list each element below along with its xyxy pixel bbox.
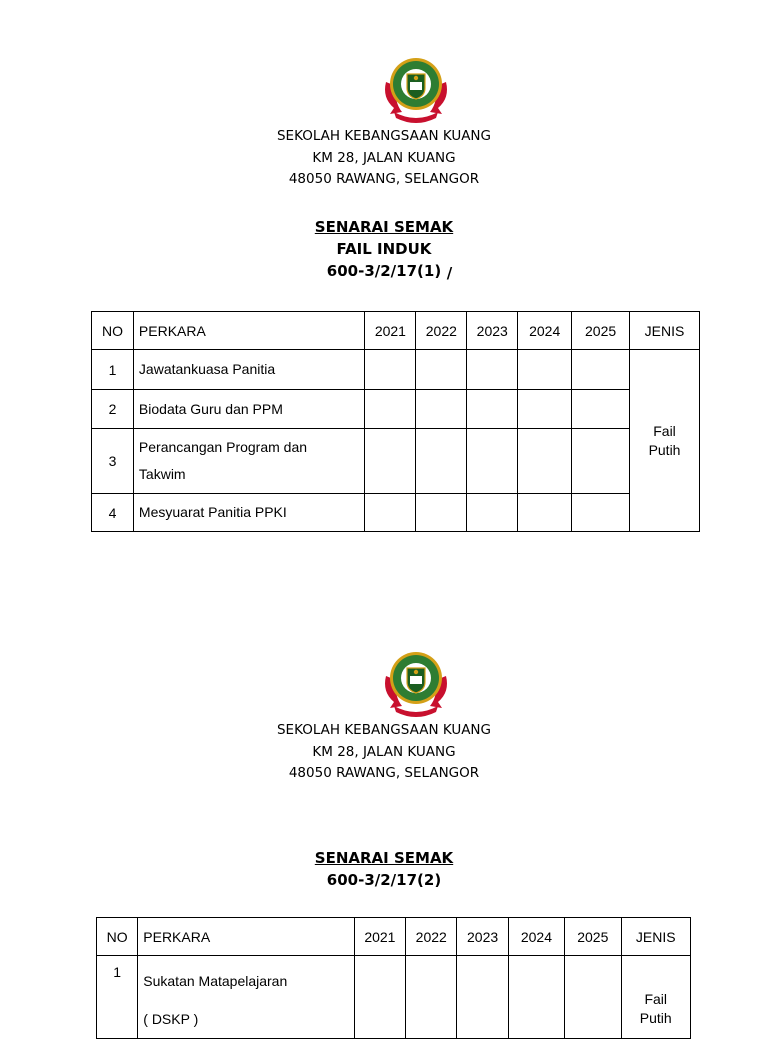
year-cell[interactable]	[565, 956, 621, 1039]
table-header-row	[92, 312, 700, 350]
year-cell[interactable]	[572, 429, 630, 494]
checklist-title-block	[0, 216, 768, 282]
col-header: 2024	[508, 918, 564, 956]
year-cell[interactable]	[467, 350, 518, 390]
year-cell[interactable]	[572, 350, 630, 390]
school-logo	[380, 646, 452, 718]
row-number: 2	[92, 390, 134, 429]
file-reference: 600-3/2/17(1)	[326, 262, 442, 280]
school-address-block	[0, 126, 768, 191]
col-header: 2021	[365, 312, 416, 350]
file-reference-slash: /	[446, 264, 453, 282]
year-cell[interactable]	[467, 494, 518, 532]
row-item: Biodata Guru dan PPM	[133, 390, 365, 429]
checklist-title: SENARAI SEMAK	[314, 849, 454, 867]
jenis-text: Fail	[644, 991, 668, 1007]
school-name: SEKOLAH KEBANGSAAN KUANG	[276, 722, 491, 738]
col-header: 2021	[354, 918, 405, 956]
row-item: Perancangan Program dan Takwim	[133, 429, 365, 494]
year-cell[interactable]	[406, 956, 457, 1039]
jenis-cell	[630, 350, 700, 532]
table-row	[92, 429, 700, 494]
checklist-title: SENARAI SEMAK	[314, 218, 454, 236]
row-number: 4	[92, 494, 134, 532]
school-name: SEKOLAH KEBANGSAAN KUANG	[276, 128, 491, 144]
year-cell[interactable]	[416, 390, 467, 429]
row-item: Jawatankuasa Panitia	[133, 350, 365, 390]
file-reference: 600-3/2/17(2)	[326, 871, 442, 889]
col-header: NO	[97, 918, 138, 956]
table-row	[97, 956, 691, 1039]
col-header: 2023	[457, 918, 508, 956]
school-address-line: KM 28, JALAN KUANG	[312, 149, 456, 166]
school-address-block	[0, 720, 768, 785]
col-header: JENIS	[621, 918, 691, 956]
jenis-cell	[621, 956, 691, 1039]
row-number: 3	[92, 429, 134, 494]
year-cell[interactable]	[365, 390, 416, 429]
year-cell[interactable]	[365, 350, 416, 390]
col-header: 2023	[467, 312, 518, 350]
year-cell[interactable]	[508, 956, 564, 1039]
school-logo	[380, 52, 452, 124]
checklist-title-block	[0, 847, 768, 891]
jenis-text: Fail	[653, 422, 676, 439]
table-row	[92, 350, 700, 390]
col-header: 2022	[416, 312, 467, 350]
col-header: PERKARA	[138, 918, 354, 956]
table-header-row	[97, 918, 691, 956]
year-cell[interactable]	[467, 429, 518, 494]
school-crest-icon	[380, 52, 452, 124]
year-cell[interactable]	[354, 956, 405, 1039]
year-cell[interactable]	[467, 390, 518, 429]
row-number: 1	[92, 350, 134, 390]
table-row	[92, 494, 700, 532]
year-cell[interactable]	[572, 390, 630, 429]
year-cell[interactable]	[416, 429, 467, 494]
col-header: NO	[92, 312, 134, 350]
year-cell[interactable]	[416, 350, 467, 390]
row-item-line: ( DSKP )	[143, 1011, 199, 1027]
year-cell[interactable]	[365, 429, 416, 494]
col-header: 2024	[518, 312, 572, 350]
school-crest-icon	[380, 646, 452, 718]
school-address-line: 48050 RAWANG, SELANGOR	[288, 171, 480, 187]
year-cell[interactable]	[518, 494, 572, 532]
year-cell[interactable]	[518, 350, 572, 390]
col-header: 2025	[572, 312, 630, 350]
year-cell[interactable]	[572, 494, 630, 532]
school-address-line: 48050 RAWANG, SELANGOR	[288, 765, 480, 781]
year-cell[interactable]	[365, 494, 416, 532]
table-row	[92, 390, 700, 429]
col-header: 2022	[406, 918, 457, 956]
row-number: 1	[97, 956, 138, 1039]
checklist-table	[96, 917, 691, 1039]
jenis-text: Putih	[648, 441, 681, 458]
year-cell[interactable]	[457, 956, 508, 1039]
checklist-table	[91, 311, 700, 532]
year-cell[interactable]	[518, 429, 572, 494]
row-item: Mesyuarat Panitia PPKI	[133, 494, 365, 532]
row-item	[138, 956, 354, 1039]
year-cell[interactable]	[518, 390, 572, 429]
jenis-text: Putih	[639, 1010, 672, 1026]
col-header: PERKARA	[133, 312, 365, 350]
col-header: 2025	[565, 918, 621, 956]
row-item-line: Sukatan Matapelajaran	[143, 973, 288, 989]
school-address-line: KM 28, JALAN KUANG	[312, 743, 456, 760]
checklist-subtitle: FAIL INDUK	[336, 240, 432, 258]
col-header: JENIS	[630, 312, 700, 350]
year-cell[interactable]	[416, 494, 467, 532]
